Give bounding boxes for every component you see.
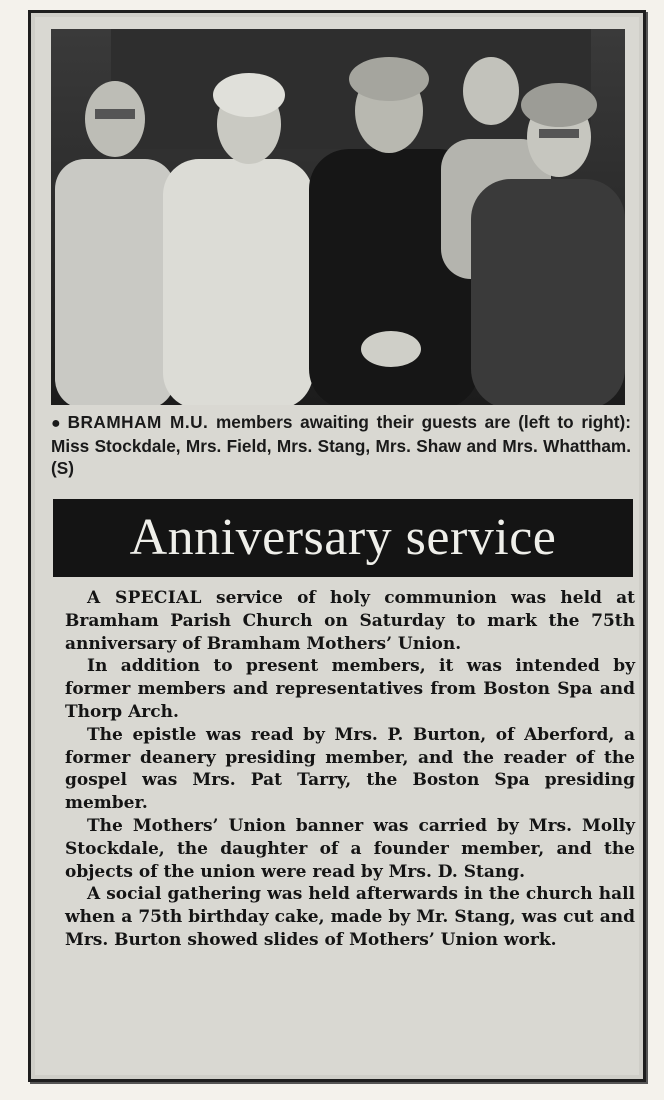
group-photo: [51, 29, 625, 405]
paragraph: [65, 587, 635, 655]
headline: Anniversary service: [129, 509, 557, 566]
article-body: [65, 587, 635, 952]
photo-caption: [51, 411, 631, 479]
headline-banner: [53, 499, 633, 577]
group-photo-five-women-icon: [51, 29, 625, 405]
article-lead-word: A SPECIAL: [87, 588, 202, 608]
caption-lead: BRAMHAM M.U.: [67, 412, 209, 432]
caption-text: members awaiting their guests are (left to right): Miss Stockdale, Mrs. Field, Mrs. Stang, Mrs. Shaw and Mrs. Whattham. (S): [51, 412, 631, 478]
newspaper-clipping: [28, 10, 646, 1082]
paragraph: The Mothers’ Union banner was carried by Mrs. Molly Stockdale, the daughter of a founder member, and the objects of the union were read by Mrs. D. Stang.: [65, 815, 635, 882]
caption-bullet: ●: [51, 415, 64, 432]
paragraph: A social gathering was held afterwards in the church hall when a 75th birthday cake, made by Mr. Stang, was cut and Mrs. Burton showed slides of Mothers’ Union work.: [65, 884, 635, 950]
paragraph: In addition to present members, it was intended by former members and representatives from Boston Spa and Thorp Arch.: [65, 656, 635, 722]
paragraph-text: service of holy communion was held at Bramham Parish Church on Saturday to mark the 75th anniversary of Bramham Mothers’ Union.: [65, 588, 636, 654]
paragraph: The epistle was read by Mrs. P. Burton, of Aberford, a former deanery presiding member, and the reader of the gospel was Mrs. Pat Tarry, the Boston Spa presiding member.: [65, 724, 635, 814]
